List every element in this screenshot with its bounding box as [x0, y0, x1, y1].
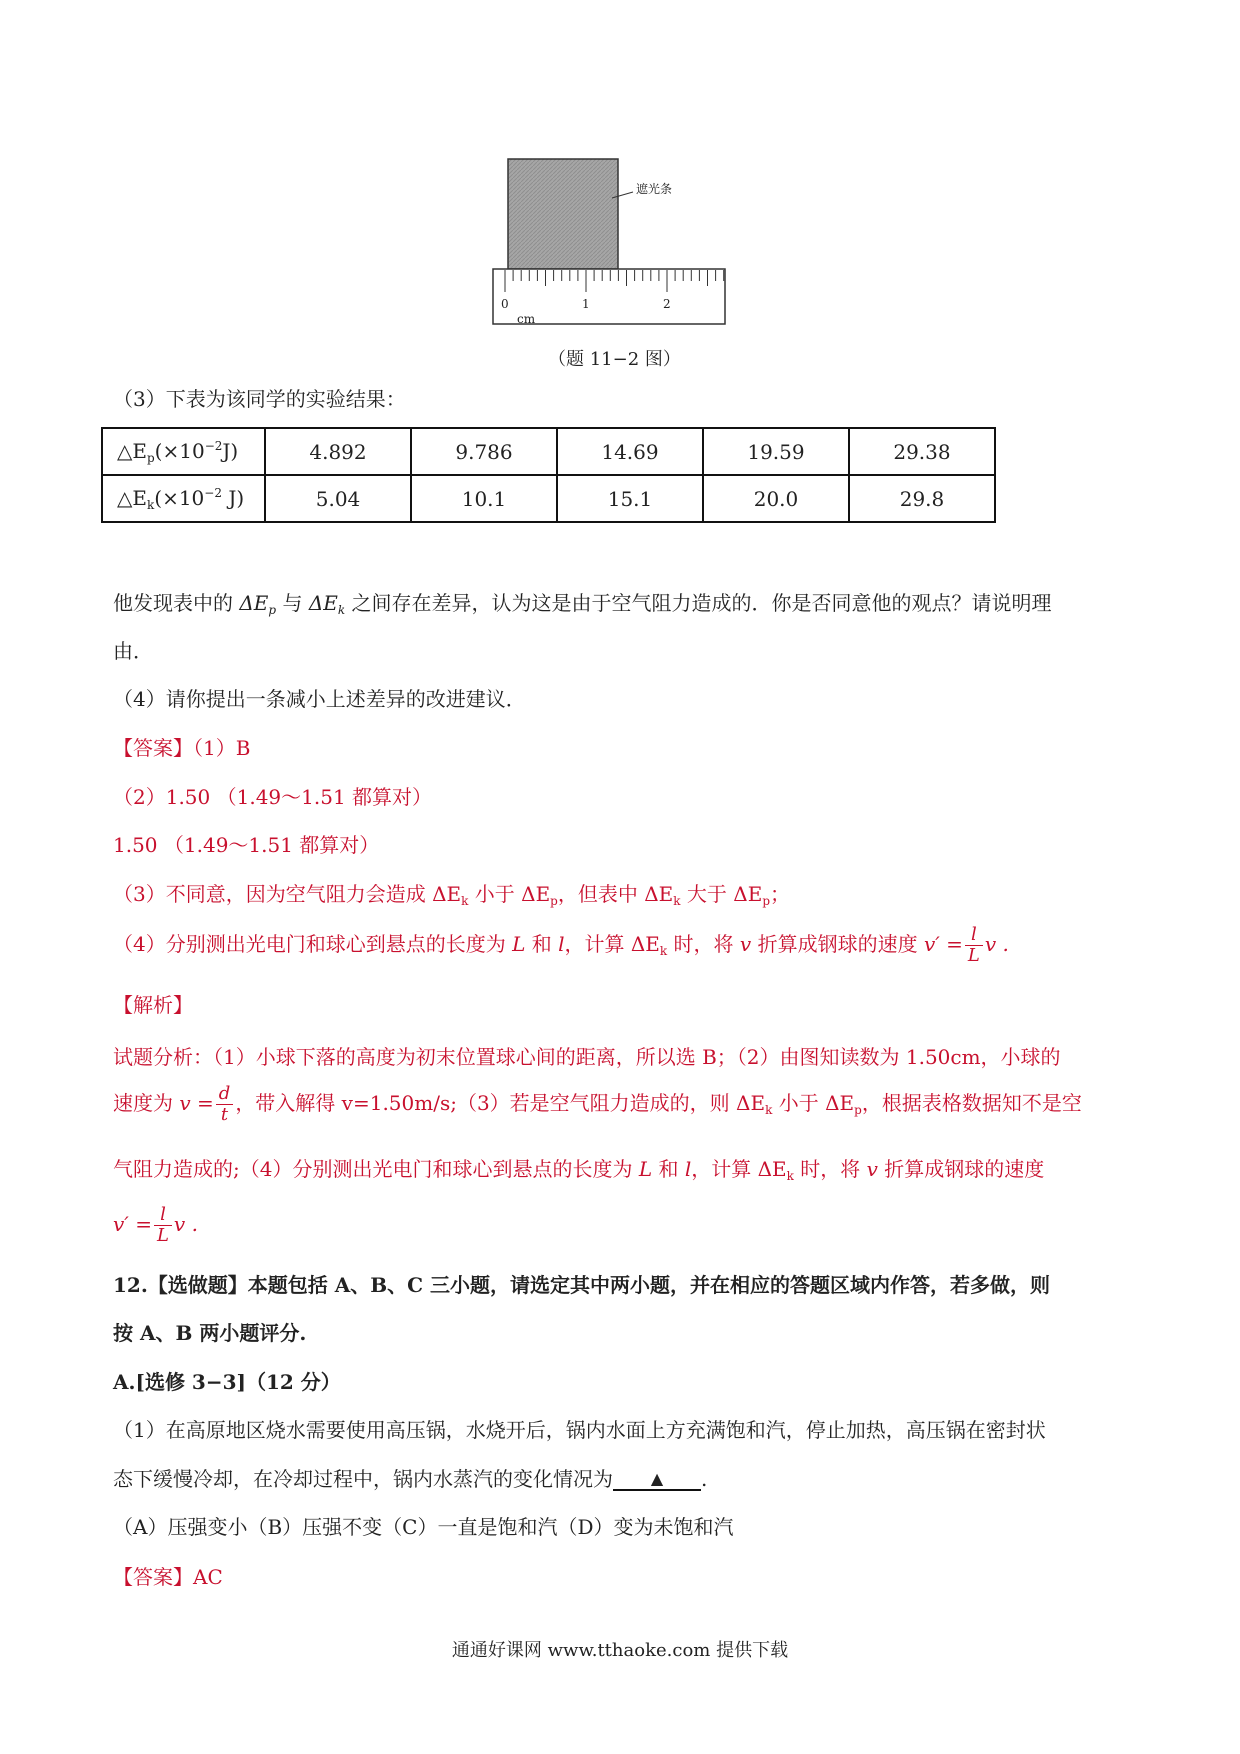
analysis-line-2: 速度为 v = $\frac{d}{t}$ ，带入解得 v=1.50m/s;（3）若是空气阻力造成的，则 $\Delta E_k$ 小于 $\Delta E_p$，根据表格数据知不是空 — [113, 1083, 1082, 1125]
answer-3: （3）不同意，因为空气阻力会造成 $\Delta E_k$ 小于 $\Delta E_p$，但表中 $\Delta E_k$ 大于 $\Delta E_p$； — [113, 882, 790, 908]
strip-label: 遮光条 — [636, 182, 673, 196]
table-cell: 10.1 — [411, 475, 557, 522]
fraction-d-over-t: $\frac{d}{t}$ — [216, 1084, 234, 1125]
q12-line-2: 按 A、B 两小题评分. — [113, 1321, 307, 1345]
q12-p1: （1）在高原地区烧水需要使用高压锅，水烧开后，锅内水面上方充满饱和汽，停止加热，高压锅在密封状 — [113, 1418, 1046, 1442]
q3-text-cont: 由． — [113, 639, 153, 663]
answer-blank: ▲ — [613, 1469, 701, 1491]
analysis-line-1: 试题分析：（1）小球下落的高度为初末位置球心间的距离，所以选 B；（2）由图知读数为 1.50cm，小球的 — [113, 1045, 1061, 1069]
q3-intro: （3）下表为该同学的实验结果： — [113, 387, 406, 411]
answer-2b: 1.50 （1.49～1.51 都算对） — [113, 833, 380, 857]
q12-options: （A）压强变小（B）压强不变（C）一直是饱和汽（D）变为未饱和汽 — [113, 1515, 734, 1539]
ruler-unit: cm — [517, 312, 536, 326]
row-header-ek: $\triangle E_k(\times 10^{-2}$ J) — [102, 475, 265, 522]
table-row — [102, 475, 995, 522]
table-cell: 19.59 — [703, 428, 849, 475]
table-cell: 14.69 — [557, 428, 703, 475]
answer-label: 【答案】 — [113, 736, 193, 760]
answer-1: 【答案】（1）B — [113, 736, 251, 760]
ruler-label-1: 1 — [582, 297, 590, 311]
results-table — [101, 427, 996, 523]
analysis-line-3: 气阻力造成的;（4）分别测出光电门和球心到悬点的长度为 L 和 l，计算 $\Delta E_k$ 时，将 v 折算成钢球的速度 — [113, 1157, 1045, 1183]
light-blocking-strip — [508, 159, 618, 269]
q12-answer: 【答案】AC — [113, 1565, 223, 1589]
table-cell: 29.8 — [849, 475, 995, 522]
q12-line-1: 12.【选做题】本题包括 A、B、C 三小题，请选定其中两小题，并在相应的答题区域内作答，若多做，则 — [113, 1273, 1051, 1297]
q4-text: （4）请你提出一条减小上述差异的改进建议． — [113, 687, 526, 711]
table-cell: 9.786 — [411, 428, 557, 475]
analysis-label: 【解析】 — [113, 993, 193, 1017]
table-cell: 15.1 — [557, 475, 703, 522]
figure-caption: （题 11−2 图） — [548, 349, 681, 370]
table-cell: 20.0 — [703, 475, 849, 522]
ruler-label-0: 0 — [501, 297, 509, 311]
answer-2: （2）1.50 （1.49～1.51 都算对） — [113, 785, 433, 809]
q3-text: 他发现表中的 $\Delta E_p$ 与 $\Delta E_k$ 之间存在差异，认为这是由于空气阻力造成的．你是否同意他的观点？请说明理 — [113, 591, 1052, 617]
table-row — [102, 428, 995, 475]
table-cell: 5.04 — [265, 475, 411, 522]
q12-p2: 态下缓慢冷却，在冷却过程中，锅内水蒸汽的变化情况为 ▲ . — [113, 1467, 708, 1491]
fraction-l-over-L: $\frac{l}{L}$ — [154, 1205, 172, 1246]
table-cell: 29.38 — [849, 428, 995, 475]
q12-a-title: A.[选修 3−3]（12 分） — [113, 1370, 341, 1394]
analysis-line-4: v′ = $\frac{l}{L}$ v . — [113, 1204, 198, 1246]
page-footer: 通通好课网 www.tthaoke.com 提供下载 — [451, 1640, 789, 1661]
table-cell: 4.892 — [265, 428, 411, 475]
ruler-label-2: 2 — [663, 297, 671, 311]
fraction-l-over-L: $\frac{l}{L}$ — [965, 925, 983, 966]
answer-4: （4）分别测出光电门和球心到悬点的长度为 L 和 l，计算 $\Delta E_k$ 时，将 v 折算成钢球的速度 v′ = $\frac{l}{L}$ v . — [113, 924, 1009, 966]
row-header-ep: $\triangle E_p(\times 10^{-2}J)$ — [102, 428, 265, 475]
